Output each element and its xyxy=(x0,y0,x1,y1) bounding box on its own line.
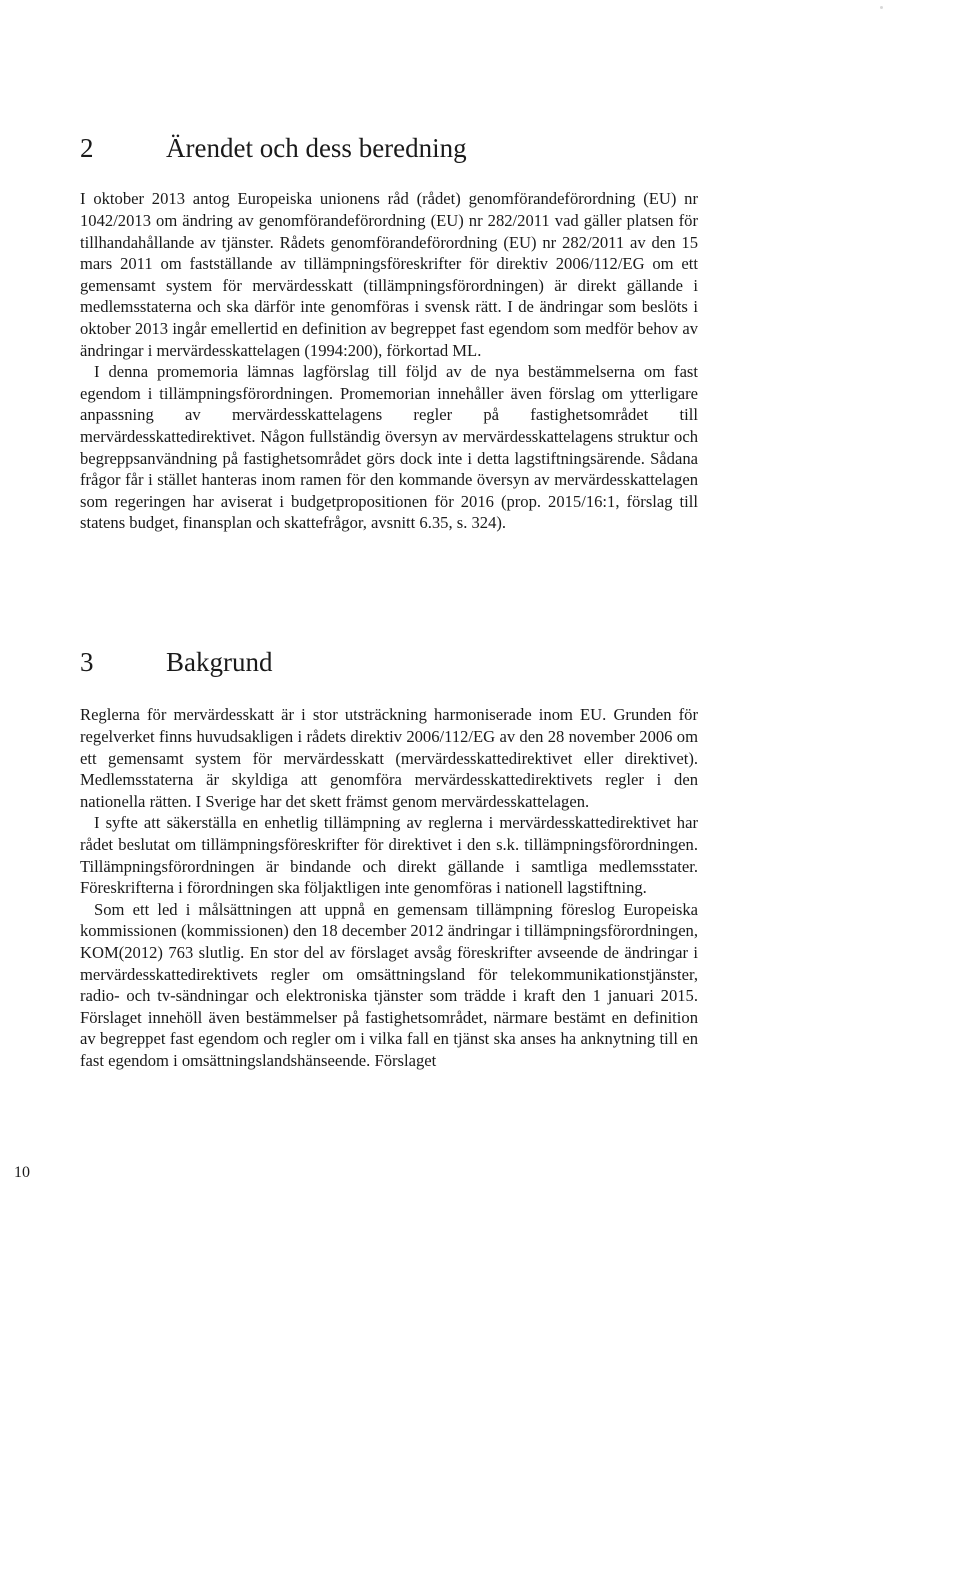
paragraph: I syfte att säkerställa en enhetlig tillämpning av reglerna i mervärdesskattedirektivet har rådet beslutat om tillämpningsföreskrifter för direktivet i den s.k. tillämpningsförordningen. Tillämpningsförordningen är bindande och direkt gällande i samtliga medlemsstater. Föreskrifterna i förordningen ska följaktligen inte genomföras i nationell lagstiftning. xyxy=(80,813,698,898)
paragraph: Som ett led i målsättningen att uppnå en gemensam tillämpning föreslog Europeiska kommissionen (kommissionen) den 18 december 2012 ändringar i tillämpningsförordningen, KOM(2012) 763 slutlig. En stor del av förslaget avsåg föreskrifter avseende de ändringar i mervärdesskattedirektivets regler om omsättningsland för telekommunikationstjänster, radio- och tv-sändningar och elektroniska tjänster som trädde i kraft den 1 januari 2015. Förslaget innehöll även bestämmelser på fastighetsområdet, närmare bestämt en definition av begreppet fast egendom och regler om i vilka fall en tjänst ska anses ha anknytning till en fast egendom i omsättningslandshänseende. Förslaget xyxy=(80,899,699,1070)
scan-artifact xyxy=(880,6,883,9)
paragraph: Reglerna för mervärdesskatt är i stor utsträckning harmoniserade inom EU. Grunden för regelverket finns huvudsakligen i rådets direktiv 2006/112/EG av den 28 november 2006 om ett gemensamt system för mervärdesskatt (mervärdesskattedirektivet eller direktivet). Medlemsstaterna är skyldiga att genomföra mervärdesskattedirektivets regler i den nationella rätten. I Sverige har det skett främst genom mervärdesskattelagen. xyxy=(80,705,698,811)
section-title: Bakgrund xyxy=(166,647,273,677)
page-number: 10 xyxy=(14,1164,30,1181)
section-heading xyxy=(80,132,698,164)
section-heading xyxy=(80,646,698,678)
section-arendet xyxy=(80,132,698,534)
section-number: 2 xyxy=(80,133,94,163)
section-title: Ärendet och dess beredning xyxy=(166,133,467,163)
paragraph: I oktober 2013 antog Europeiska unionens råd (rådet) genomförandeförordning (EU) nr 1042/2013 om ändring av genomförandeförordning (EU) nr 282/2011 vad gäller platsen för tillhandahållande av tjänster. Rådets genomförandeförordning (EU) nr 282/2011 av den 15 mars 2011 om fastställande av tillämpningsföreskrifter för direktiv 2006/112/EG om ett gemensamt system för mervärdesskatt (tillämpningsförordningen) är direkt gällande i medlemsstaterna och ska därför inte genomföras i svensk rätt. I de ändringar som beslöts i oktober 2013 ingår emellertid en definition av begreppet fast egendom som medför behov av ändringar i mervärdesskattelagen (1994:200), förkortad ML. xyxy=(80,189,698,360)
paragraph: I denna promemoria lämnas lagförslag till följd av de nya bestämmelserna om fast egendom i tillämpningsförordningen. Promemorian innehåller även förslag om ytterligare anpassning av mervärdesskattelagens regler på fastighetsområdet till mervärdesskattedirektivet. Någon fullständig översyn av mervärdesskattelagens struktur och begreppsanvändning på fastighetsområdet görs dock inte i detta lagstiftningsärende. Sådana frågor får i stället hanteras inom ramen för den kommande översyn av mervärdesskattelagen som regeringen har aviserat i budgetpropositionen för 2016 (prop. 2015/16:1, förslag till statens budget, finansplan och skattefrågor, avsnitt 6.35, s. 324). xyxy=(80,362,698,533)
section-bakgrund xyxy=(80,646,698,1071)
section-number: 3 xyxy=(80,647,94,677)
